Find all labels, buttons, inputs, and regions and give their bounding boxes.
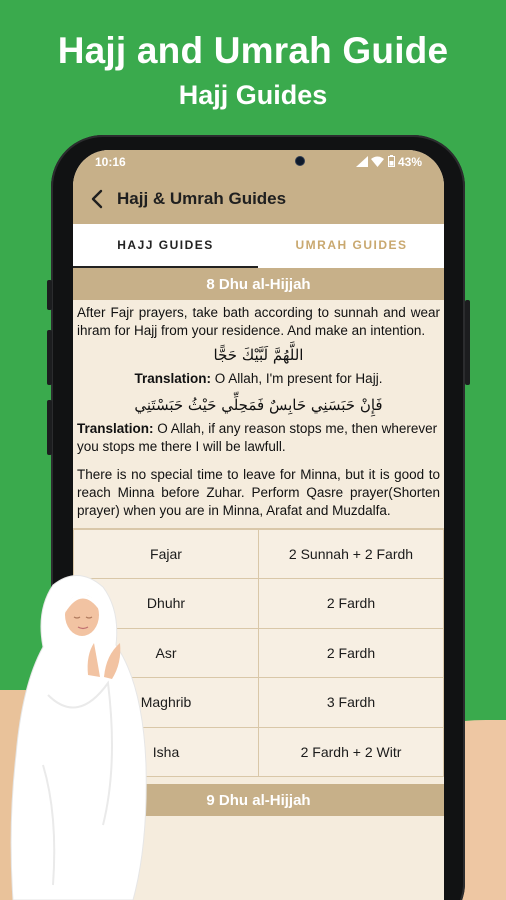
- prayer-name: Dhuhr: [74, 579, 259, 629]
- day-heading: 9 Dhu al-Hijjah: [73, 784, 444, 816]
- praying-woman-illustration: [8, 565, 148, 900]
- prayer-rakats: 3 Fardh: [259, 678, 444, 728]
- translation-label: Translation:: [77, 421, 154, 436]
- prayer-name: Fajar: [74, 529, 259, 579]
- promo-title: Hajj and Umrah Guide: [57, 30, 449, 71]
- translation-2: [73, 418, 444, 458]
- prayer-rakats: 2 Fardh: [259, 579, 444, 629]
- translation-label: Translation:: [134, 371, 212, 386]
- phone-side-button-volume-down: [47, 400, 52, 455]
- phone-side-button-power: [465, 300, 470, 385]
- battery-icon: [388, 155, 395, 167]
- wifi-icon: [371, 156, 384, 167]
- day-heading: 8 Dhu al-Hijjah: [73, 268, 444, 300]
- prayer-name: Maghrib: [74, 678, 259, 728]
- phone-side-button-volume-up: [47, 330, 52, 385]
- status-bar: [73, 150, 444, 174]
- prayer-rakats: 2 Sunnah + 2 Fardh: [259, 529, 444, 579]
- app-bar-title: Hajj & Umrah Guides: [117, 189, 287, 208]
- translation-text: O Allah, if any reason stops me, then wherever you stops me there I will be lawfull.: [77, 421, 438, 454]
- translation-text: O Allah, I'm present for Hajj.: [211, 371, 383, 386]
- translation-1: [73, 368, 444, 390]
- status-time: 10:16: [95, 155, 126, 169]
- intro-paragraph: After Fajr prayers, take bath according to sunnah and wear ihram for Hajj from your residence. And make an intention.: [77, 305, 440, 338]
- battery-percent: 43%: [397, 155, 422, 169]
- status-icons: [356, 155, 422, 169]
- dua-arabic-2: فَإِنْ حَبَسَنِي حَابِسٌ فَمَحِلِّي حَيْثُ حَبَسْتَنِي: [134, 396, 383, 414]
- app-bar: [73, 174, 444, 224]
- back-arrow-icon[interactable]: [87, 186, 109, 212]
- promo-subtitle: Hajj Guides: [178, 80, 328, 110]
- prayer-name: Isha: [74, 727, 259, 777]
- tab-umrah-guides[interactable]: UMRAH GUIDES: [295, 238, 408, 252]
- signal-icon: [356, 156, 368, 167]
- prayer-rakats: 2 Fardh: [259, 628, 444, 678]
- phone-side-button-silent: [47, 280, 52, 310]
- tab-hajj-guides[interactable]: HAJJ GUIDES: [73, 224, 258, 268]
- guide-tabs: [73, 224, 444, 268]
- prayer-name: Asr: [74, 628, 259, 678]
- front-camera: [295, 156, 305, 166]
- minna-note-paragraph: There is no special time to leave for Minna, but it is good to reach Minna before Zuhar. Perform Qasre prayer(Shorten prayer) when you are in Minna, Arafat and Muzdalfa.: [77, 467, 440, 518]
- dua-arabic-1: اللَّهُمَّ لَبَّيْكَ حَجًّا: [213, 346, 304, 364]
- prayer-rakats: 2 Fardh + 2 Witr: [259, 727, 444, 777]
